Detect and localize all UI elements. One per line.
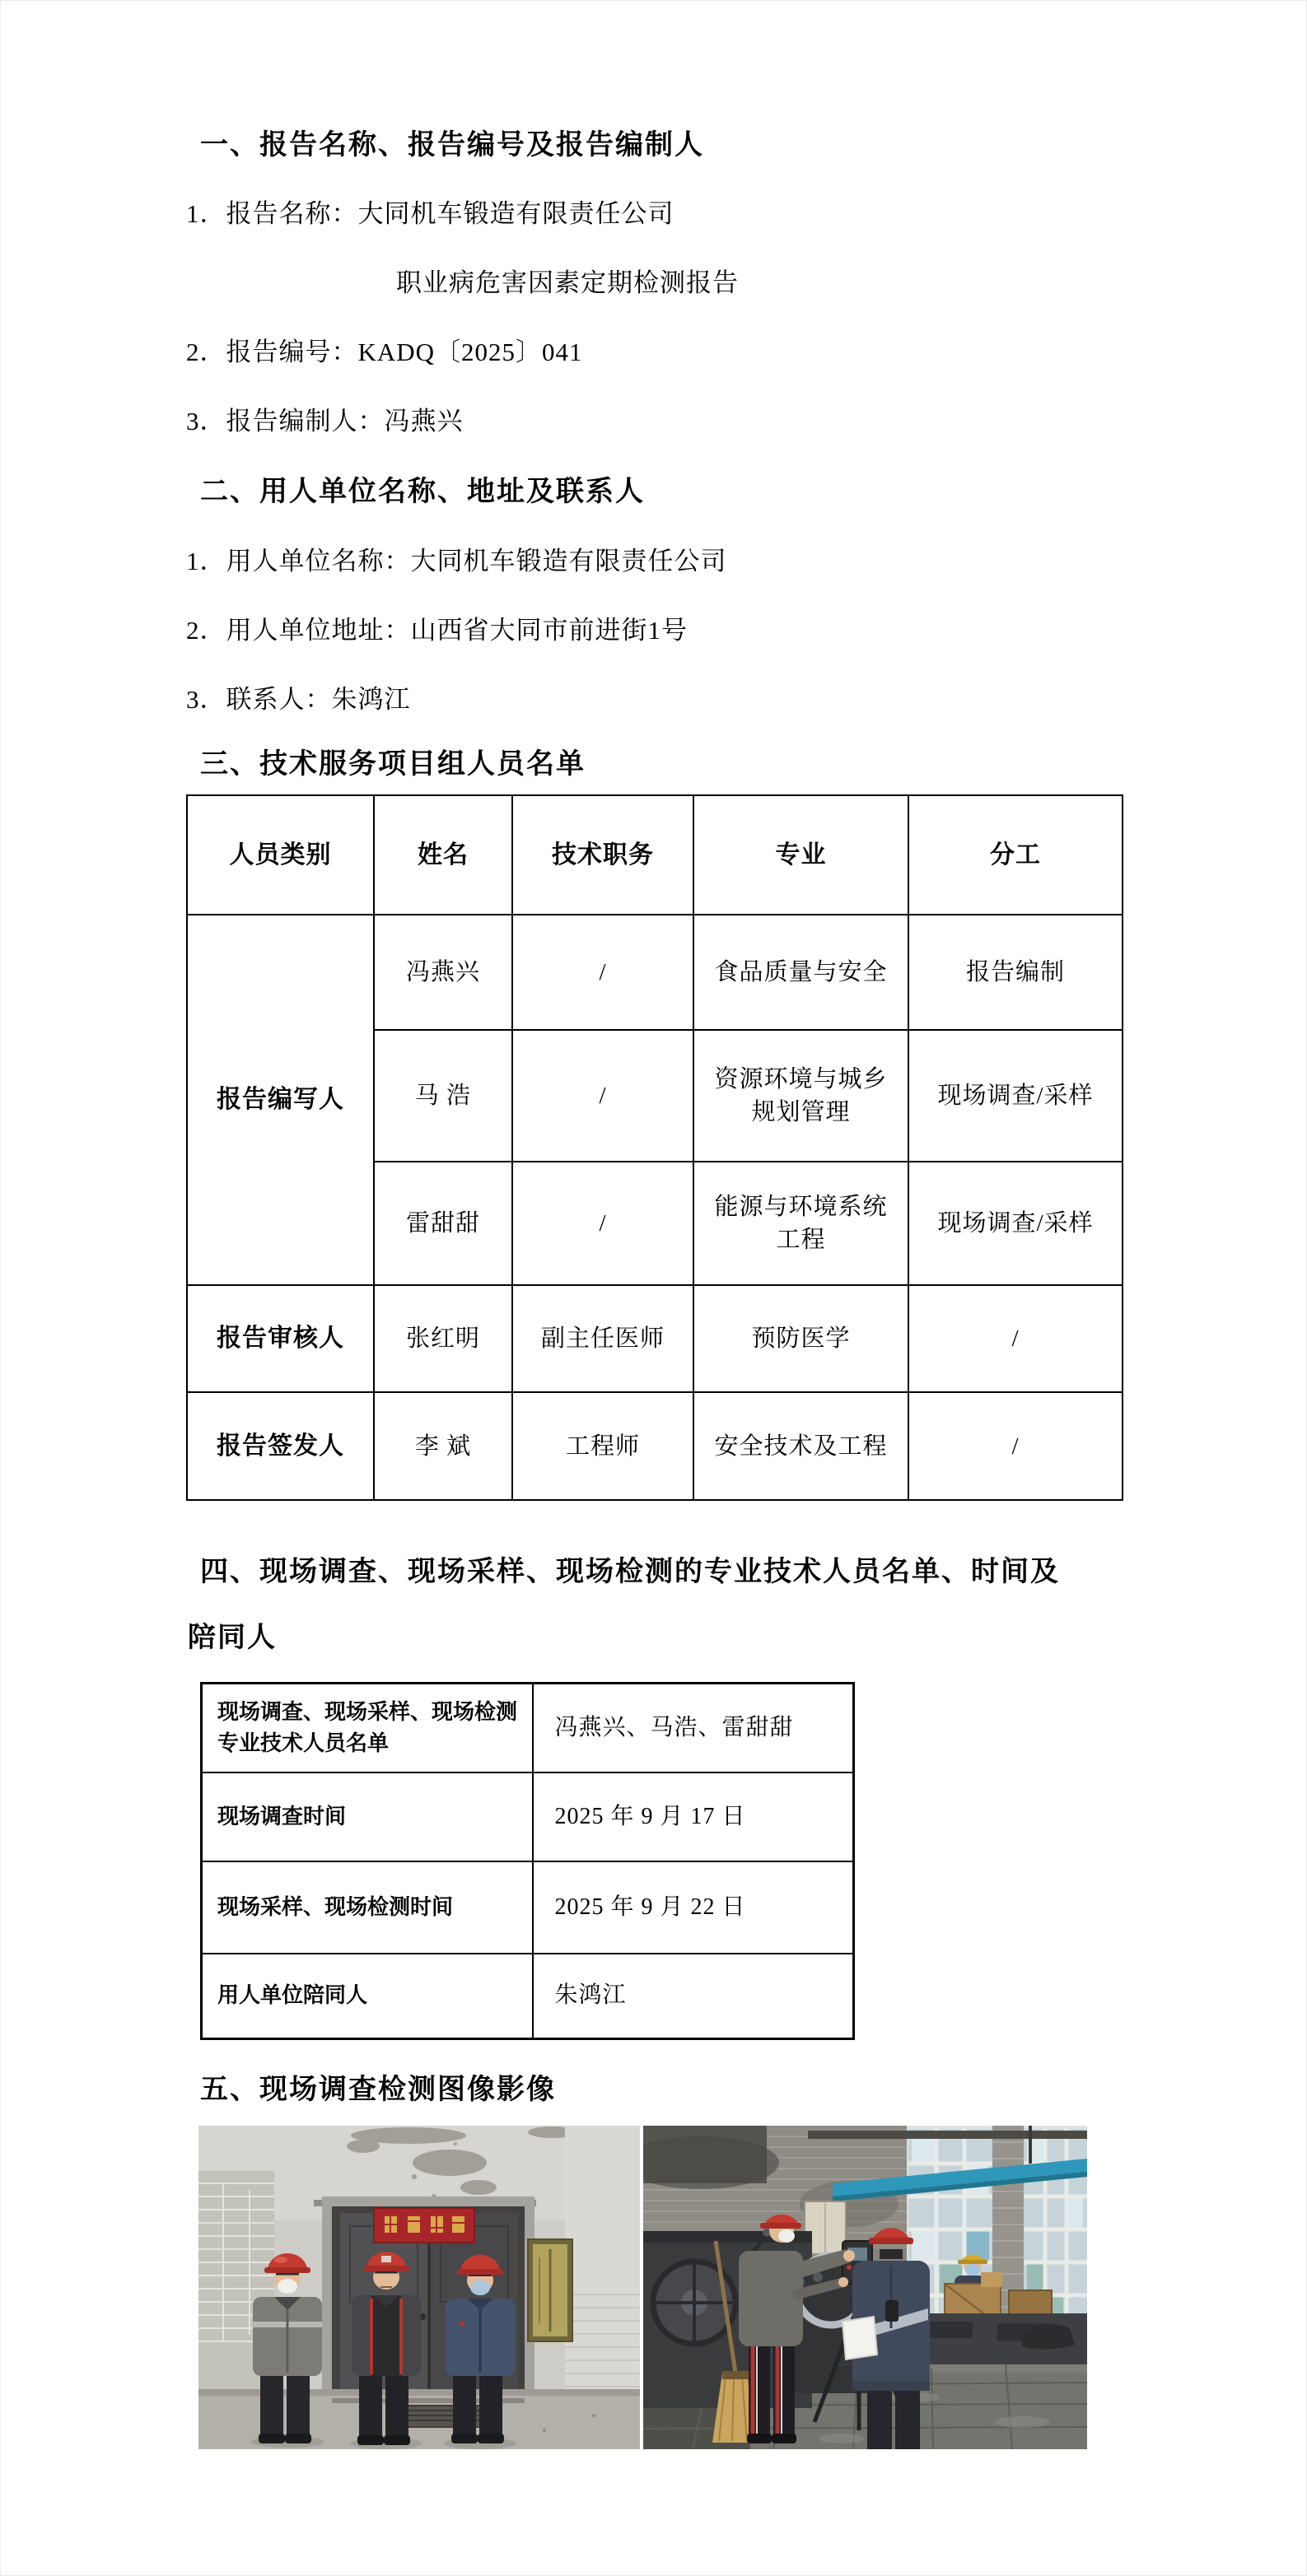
- cell-duty: /: [908, 1285, 1123, 1392]
- cell-name: 冯燕兴: [374, 915, 512, 1030]
- cell-major: 能源与环境系统工程: [693, 1162, 908, 1285]
- cell-value-escort: 朱鸿江: [533, 1954, 854, 2039]
- employer-contact-line: 3．联系人：朱鸿江: [186, 685, 411, 714]
- personnel-table-header-row: [187, 795, 1123, 915]
- col-header-name: 姓名: [374, 795, 512, 915]
- section-1-heading: 一、报告名称、报告编号及报告编制人: [200, 130, 704, 161]
- cell-name: 张红明: [374, 1285, 512, 1392]
- cell-major: 安全技术及工程: [693, 1392, 908, 1500]
- table-row: [202, 1861, 854, 1954]
- employer-address-line: 2．用人单位地址：山西省大同市前进街1号: [186, 616, 688, 645]
- field-work-table: [200, 1682, 855, 2040]
- floor-grate: [404, 2406, 490, 2427]
- report-name-line-2: 职业病危害因素定期检测报告: [396, 268, 739, 297]
- cell-category-reviewer: 报告审核人: [187, 1285, 374, 1392]
- cell-title: /: [512, 1030, 693, 1162]
- table-row: [187, 1392, 1123, 1500]
- section-3-heading: 三、技术服务项目组人员名单: [200, 749, 586, 780]
- cell-category-writer: 报告编写人: [187, 915, 374, 1285]
- cell-title: 工程师: [512, 1392, 693, 1500]
- cell-major: 食品质量与安全: [693, 915, 908, 1030]
- cell-duty: 现场调查/采样: [908, 1162, 1123, 1285]
- cell-name: 雷甜甜: [374, 1162, 512, 1285]
- section-4-heading-line-1: 四、现场调查、现场采样、现场检测的专业技术人员名单、时间及: [200, 1557, 1060, 1587]
- cell-title: 副主任医师: [512, 1285, 693, 1392]
- table-row: [202, 1772, 854, 1861]
- col-header-category: 人员类别: [187, 795, 374, 915]
- col-header-title: 技术职务: [512, 795, 693, 915]
- cell-name: 李 斌: [374, 1392, 512, 1500]
- report-number-line: 2．报告编号：KADQ〔2025〕041: [186, 338, 583, 366]
- personnel-table: [186, 794, 1123, 1501]
- cell-duty: 报告编制: [908, 915, 1123, 1030]
- wall-picture: [528, 2239, 572, 2341]
- site-photo-measurement: [643, 2126, 1087, 2449]
- cell-title: /: [512, 915, 693, 1030]
- section-4-heading-line-2: 陪同人: [188, 1623, 277, 1653]
- cell-label-survey-date: 现场调查时间: [202, 1772, 533, 1861]
- red-banner: [374, 2208, 474, 2243]
- report-author-line: 3．报告编制人：冯燕兴: [186, 407, 464, 436]
- table-row: [187, 915, 1123, 1030]
- cell-name: 马 浩: [374, 1030, 512, 1162]
- cell-title: /: [512, 1162, 693, 1285]
- cell-major: 资源环境与城乡规划管理: [693, 1030, 908, 1162]
- col-header-major: 专业: [693, 795, 908, 915]
- site-photo-group-shot: [198, 2126, 640, 2449]
- report-name-line-1: 1．报告名称：大同机车锻造有限责任公司: [186, 199, 675, 228]
- col-header-duty: 分工: [908, 795, 1123, 915]
- cell-label-escort: 用人单位陪同人: [202, 1954, 533, 2039]
- table-row: [187, 1285, 1123, 1392]
- cell-major: 预防医学: [693, 1285, 908, 1392]
- section-2-heading: 二、用人单位名称、地址及联系人: [200, 477, 645, 507]
- cell-label-sampling-date: 现场采样、现场检测时间: [202, 1861, 533, 1954]
- cell-value-sampling-date: 2025 年 9 月 22 日: [533, 1861, 854, 1954]
- cell-value-staff-list: 冯燕兴、马浩、雷甜甜: [533, 1684, 854, 1772]
- table-row: [202, 1954, 854, 2039]
- document-content: [1, 1, 1306, 2449]
- cell-duty: /: [908, 1392, 1123, 1500]
- cell-value-survey-date: 2025 年 9 月 17 日: [533, 1772, 854, 1861]
- site-photos: [198, 2126, 1183, 2449]
- cell-label-staff-list: 现场调查、现场采样、现场检测专业技术人员名单: [202, 1684, 533, 1772]
- employer-name-line: 1．用人单位名称：大同机车锻造有限责任公司: [186, 547, 727, 575]
- cell-duty: 现场调查/采样: [908, 1030, 1123, 1162]
- table-row: [202, 1684, 854, 1772]
- section-5-heading: 五、现场调查检测图像影像: [200, 2075, 556, 2105]
- cell-category-issuer: 报告签发人: [187, 1392, 374, 1500]
